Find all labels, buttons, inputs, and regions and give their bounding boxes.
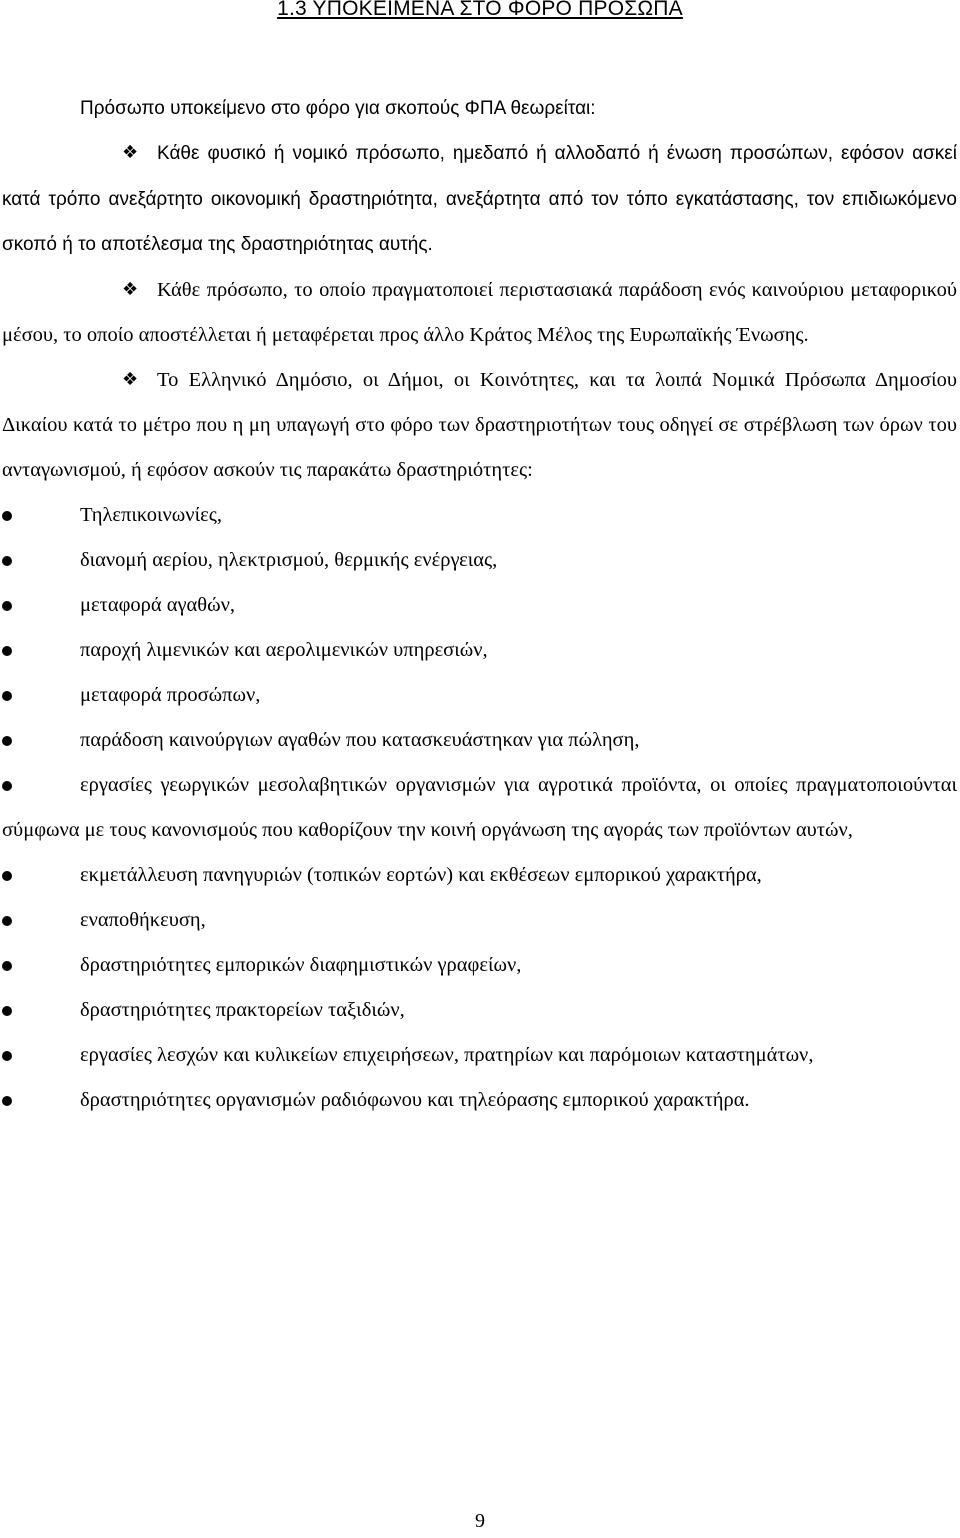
bullet-dot-icon	[2, 871, 12, 881]
bullet-dot-icon	[2, 961, 12, 971]
list-item: εργασίες λεσχών και κυλικείων επιχειρήσεων, πρατηρίων και παρόμοιων καταστημάτων,	[2, 1033, 957, 1078]
list-item: δραστηριότητες οργανισμών ραδιόφωνου και τηλεόρασης εμπορικού χαρακτήρα.	[2, 1078, 957, 1123]
bullet-dot-icon	[2, 556, 12, 566]
bullet-dot-icon	[2, 646, 12, 656]
list-item: μεταφορά αγαθών,	[2, 583, 957, 628]
bullet-dot-icon	[2, 1051, 12, 1061]
list-item: παροχή λιμενικών και αερολιμενικών υπηρεσιών,	[2, 628, 957, 673]
paragraph-text: Κάθε πρόσωπο, το οποίο πραγματοποιεί περιστασιακά παράδοση ενός καινούριου μεταφορικού μέσου, το οποίο αποστέλλεται ή μεταφέρεται προς άλλο Κράτος Μέλος της Ευρωπαϊκής Ένωσης.	[2, 278, 957, 346]
bullet-dot-icon	[2, 916, 12, 926]
list-item: παράδοση καινούργιων αγαθών που κατασκευάστηκαν για πώληση,	[2, 718, 957, 763]
list-item: δραστηριότητες πρακτορείων ταξιδιών,	[2, 988, 957, 1033]
paragraph-2	[2, 268, 957, 358]
paragraph-text: Το Ελληνικό Δημόσιο, οι Δήμοι, οι Κοινότητες, και τα λοιπά Νομικά Πρόσωπα Δημοσίου Δικαίου κατά το μέτρο που η μη υπαγωγή στο φόρο των δραστηριοτήτων τους οδηγεί σε στρέβλωση των όρων του ανταγωνισμού, ή εφόσον ασκούν τις παρακάτω δραστηριότητες:	[2, 368, 957, 481]
list-item: μεταφορά προσώπων,	[2, 673, 957, 718]
bullet-dot-icon	[2, 736, 12, 746]
bullet-dot-icon	[2, 511, 12, 521]
diamond-bullet-icon: ❖	[122, 368, 139, 390]
bullet-dot-icon	[2, 601, 12, 611]
list-item: διανομή αερίου, ηλεκτρισμού, θερμικής ενέργειας,	[2, 538, 957, 583]
section-heading: 1.3 ΥΠΟΚΕΙΜΕΝΑ ΣΤΟ ΦΟΡΟ ΠΡΟΣΩΠΑ	[277, 0, 683, 20]
bullet-dot-icon	[2, 691, 12, 701]
activities-list	[2, 493, 957, 1123]
bullet-dot-icon	[2, 781, 12, 791]
list-item: Τηλεπικοινωνίες,	[2, 493, 957, 538]
list-item: εργασίες γεωργικών μεσολαβητικών οργανισμών για αγροτικά προϊόντα, οι οποίες πραγματοποιούνται σύμφωνα με τους κανονισμούς που καθορίζουν την κοινή οργάνωση της αγοράς των προϊόντων αυτών,	[2, 773, 957, 841]
document-body	[2, 86, 957, 1123]
list-item: δραστηριότητες εμπορικών διαφημιστικών γραφείων,	[2, 943, 957, 988]
bullet-dot-icon	[2, 1006, 12, 1016]
paragraph-text: Κάθε φυσικό ή νομικό πρόσωπο, ημεδαπό ή αλλοδαπό ή ένωση προσώπων, εφόσον ασκεί κατά τρόπο ανεξάρτητο οικονομική δραστηριότητα, ανεξάρτητα από τον τόπο εγκατάστασης, τον επιδιωκόμενο σκοπό ή το αποτέλεσμα της δραστηριότητας αυτής.	[2, 143, 957, 255]
page-number: 9	[475, 1510, 485, 1532]
diamond-bullet-icon: ❖	[122, 278, 139, 300]
paragraph-3	[2, 358, 957, 493]
paragraph-1	[2, 131, 957, 268]
intro-line: Πρόσωπο υποκείμενο στο φόρο για σκοπούς ΦΠΑ θεωρείται:	[80, 98, 596, 119]
diamond-bullet-icon: ❖	[122, 142, 139, 163]
list-item: εκμετάλλευση πανηγυριών (τοπικών εορτών) και εκθέσεων εμπορικού χαρακτήρα,	[2, 853, 957, 898]
list-item: εναποθήκευση,	[2, 898, 957, 943]
bullet-dot-icon	[2, 1096, 12, 1106]
